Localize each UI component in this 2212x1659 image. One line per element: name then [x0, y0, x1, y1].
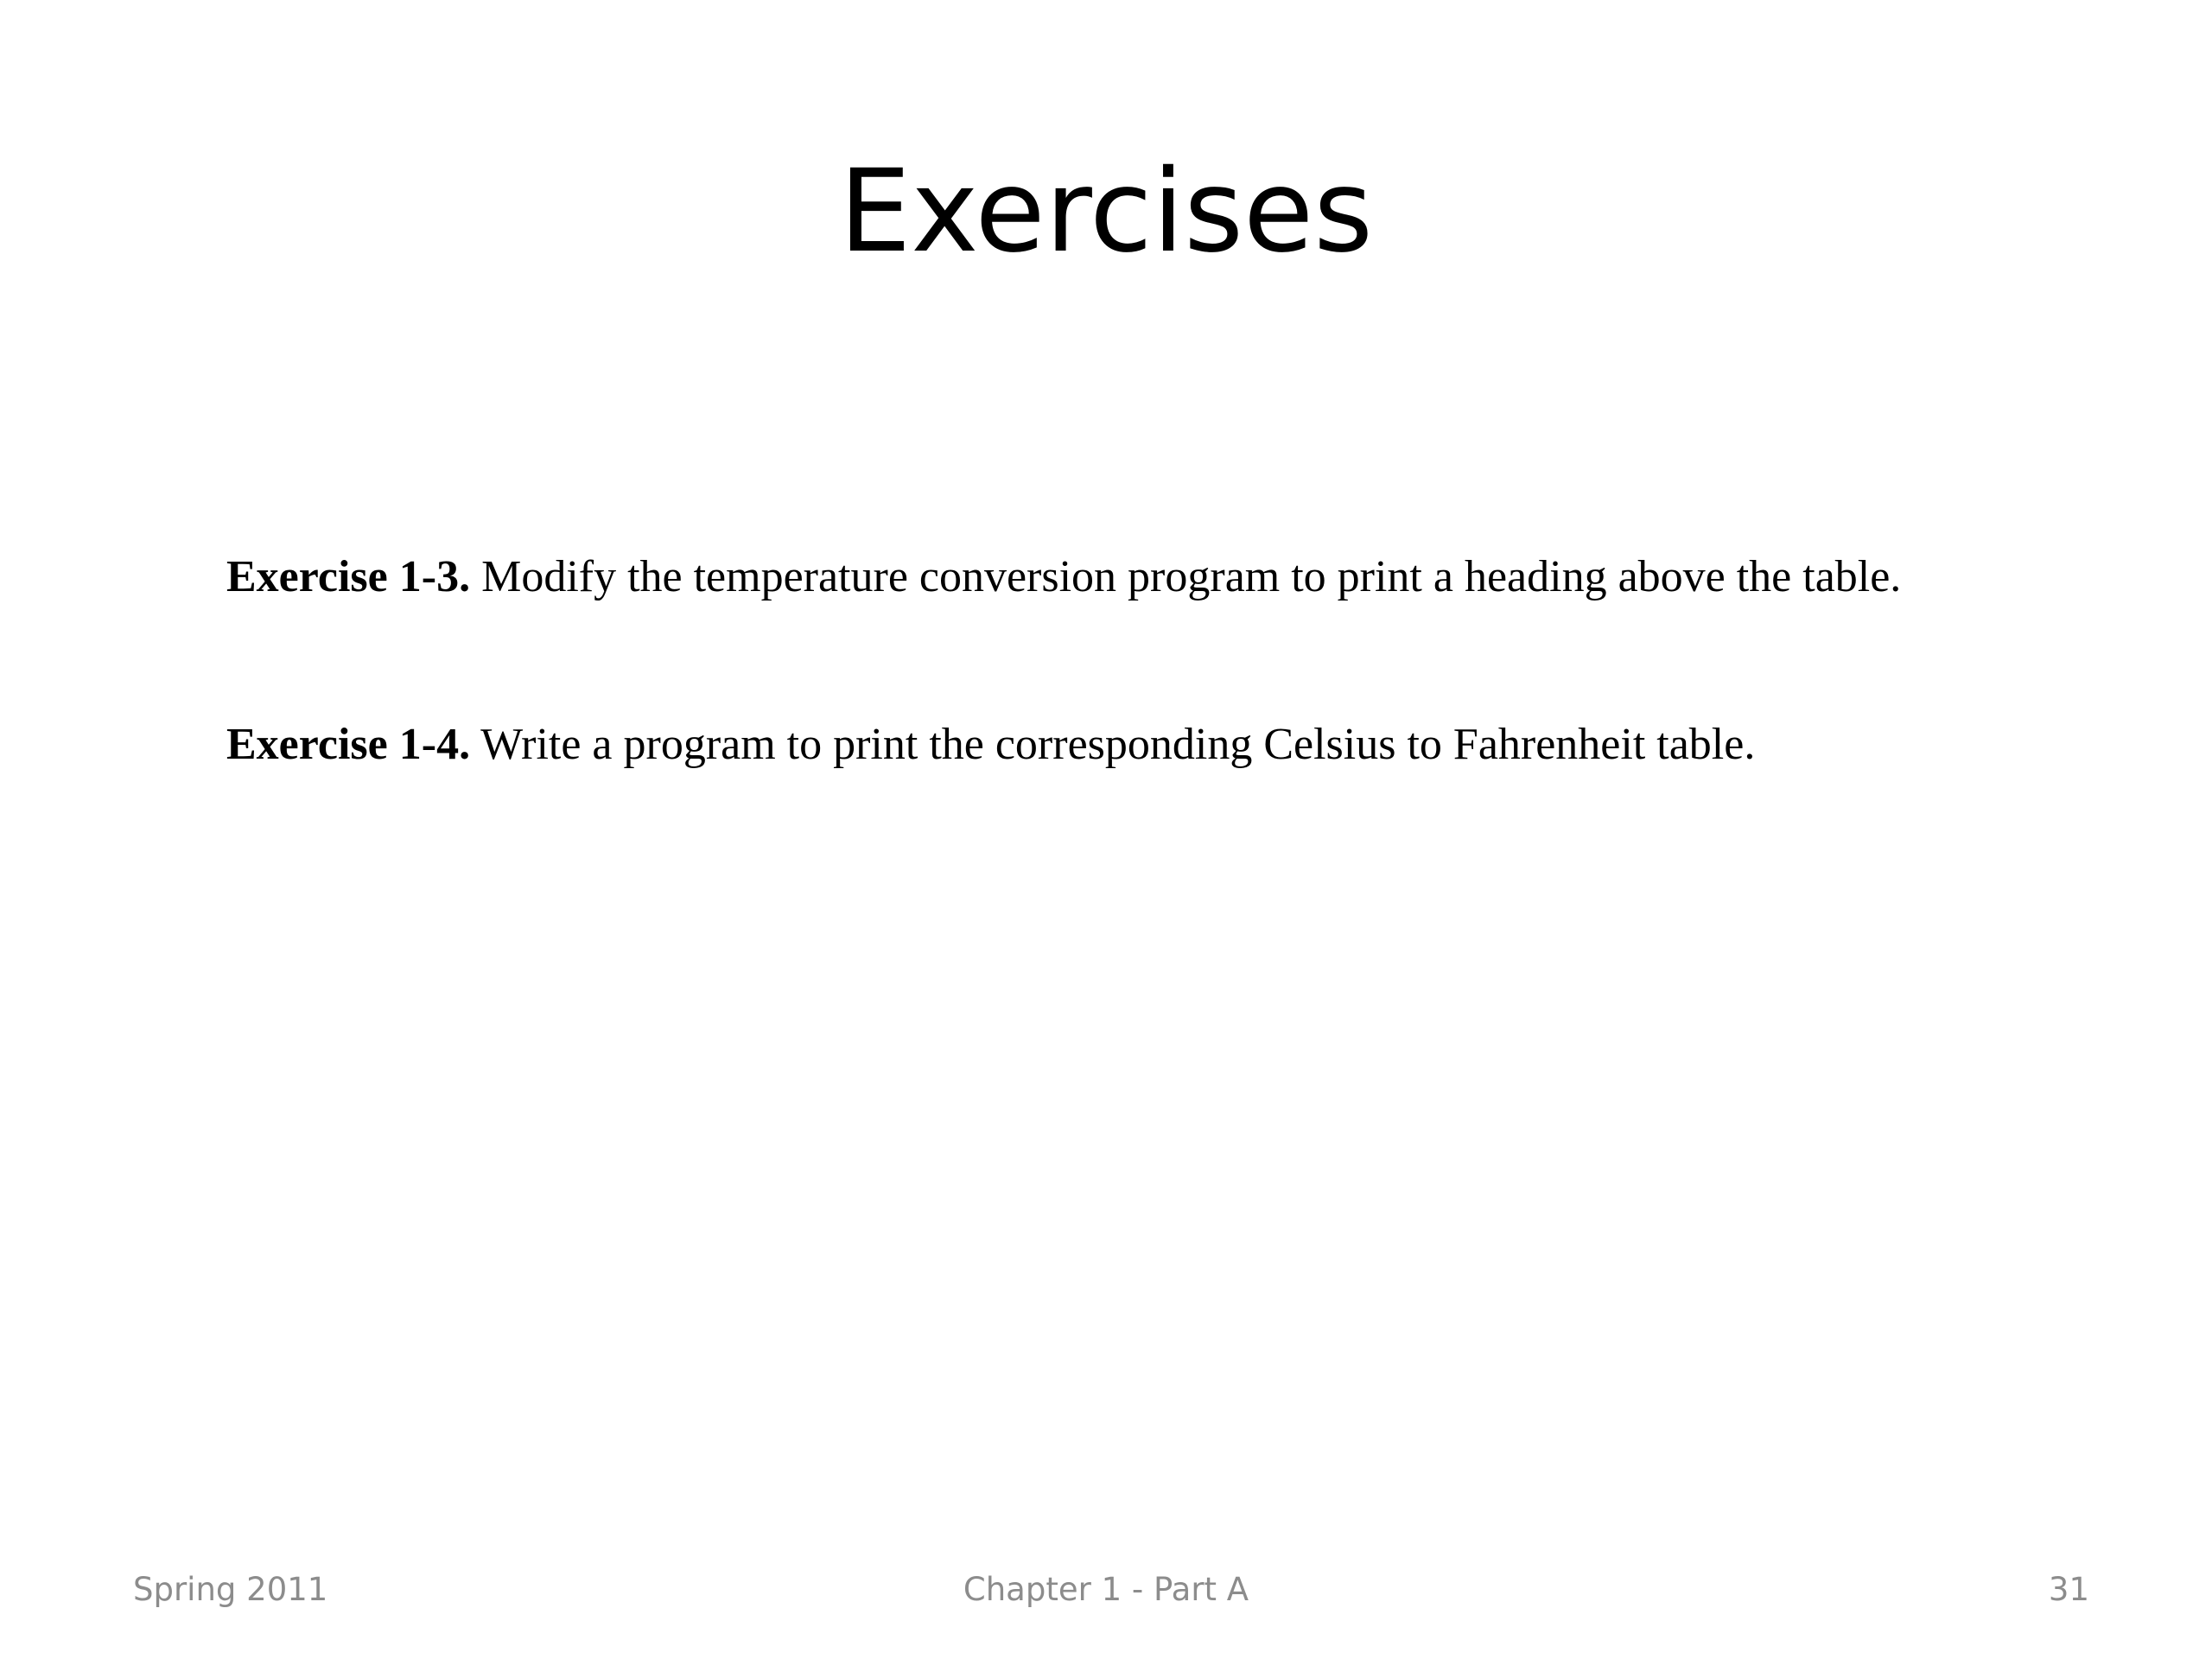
footer-date: Spring 2011 — [133, 1571, 328, 1608]
exercise-1-4 — [226, 717, 2162, 772]
exercise-label: Exercise 1-3. — [226, 552, 471, 601]
footer-chapter: Chapter 1 - Part A — [963, 1571, 1249, 1608]
slide-title: Exercises — [838, 145, 1374, 278]
exercise-label: Exercise 1-4. — [226, 720, 471, 769]
exercise-text: Modify the temperature conversion program to print a heading above the table. — [470, 552, 1902, 601]
slide-number: 31 — [2048, 1571, 2089, 1608]
exercise-1-3 — [226, 550, 2162, 605]
exercise-text: Write a program to print the corresponding Celsius to Fahrenheit table. — [470, 720, 1756, 769]
